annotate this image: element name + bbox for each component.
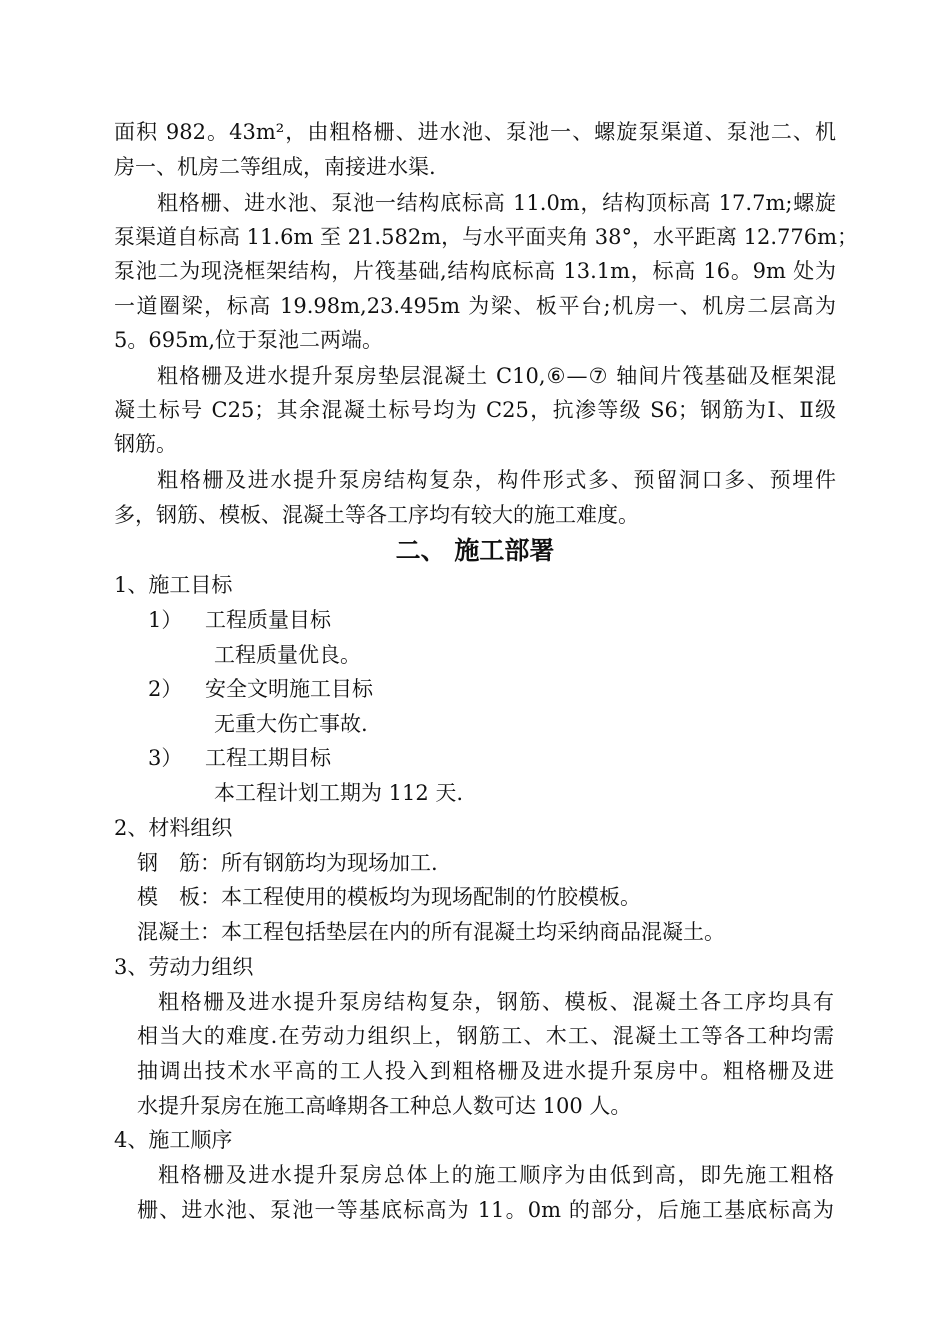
labor-line-1: 粗格栅及进水提升泵房结构复杂，钢筋、模板、混凝土各工序均具有	[158, 990, 834, 1014]
paragraph-2-line-3: 泵池二为现浇框架结构，片筏基础,结构底标高 13.1m，标高 16。9m 处为	[114, 259, 836, 283]
paragraph-3-line-3: 钢筋。	[114, 432, 177, 456]
goal-1-number: 1）	[148, 608, 183, 632]
labor-line-4: 水提升泵房在施工高峰期各工种总人数可达 100 人。	[137, 1094, 632, 1118]
paragraph-1-line-1: 面积 982。43m²，由粗格栅、进水池、泵池一、螺旋泵渠道、泵池二、机	[114, 120, 836, 144]
paragraph-1-line-2: 房一、机房二等组成，南接进水渠.	[114, 155, 436, 179]
paragraph-4-line-2: 多，钢筋、模板、混凝土等各工序均有较大的施工难度。	[114, 503, 639, 527]
goal-3-detail: 本工程计划工期为 112 天.	[214, 781, 464, 805]
goal-2-detail: 无重大伤亡事故.	[214, 712, 368, 736]
goal-2-label: 安全文明施工目标	[205, 677, 373, 701]
section-3-title: 3、劳动力组织	[114, 955, 254, 979]
paragraph-2-line-5: 5。695m,位于泵池二两端。	[114, 328, 384, 352]
sequence-line-1: 粗格栅及进水提升泵房总体上的施工顺序为由低到高，即先施工粗格	[158, 1163, 834, 1187]
paragraph-4-line-1: 粗格栅及进水提升泵房结构复杂，构件形式多、预留洞口多、预埋件	[157, 468, 836, 492]
paragraph-3-line-2: 凝土标号 C25；其余混凝土标号均为 C25，抗渗等级 S6；钢筋为Ⅰ、Ⅱ级	[114, 398, 836, 422]
section-4-title: 4、施工顺序	[114, 1128, 233, 1152]
material-formwork: 模 板：本工程使用的模板均为现场配制的竹胶模板。	[137, 885, 641, 909]
paragraph-2-line-4: 一道圈梁，标高 19.98m,23.495m 为梁、板平台;机房一、机房二层高为	[114, 294, 836, 318]
labor-line-3: 抽调出技术水平高的工人投入到粗格栅及进水提升泵房中。粗格栅及进	[137, 1059, 834, 1083]
section-1-title: 1、施工目标	[114, 573, 233, 597]
goal-1-label: 工程质量目标	[205, 608, 331, 632]
labor-line-2: 相当大的难度.在劳动力组织上，钢筋工、木工、混凝土工等各工种均需	[137, 1024, 834, 1048]
paragraph-2-line-1: 粗格栅、进水池、泵池一结构底标高 11.0m，结构顶标高 17.7m;螺旋	[157, 191, 836, 215]
goal-2-number: 2）	[148, 677, 183, 701]
material-rebar: 钢 筋：所有钢筋均为现场加工.	[137, 851, 438, 875]
section-2-title: 2、材料组织	[114, 816, 233, 840]
material-concrete: 混凝土：本工程包括垫层在内的所有混凝土均采纳商品混凝土。	[137, 920, 725, 944]
goal-1-detail: 工程质量优良。	[214, 643, 361, 667]
goal-3-label: 工程工期目标	[205, 746, 331, 770]
section-heading: 二、 施工部署	[395, 536, 555, 565]
goal-3-number: 3）	[148, 746, 183, 770]
paragraph-3-line-1: 粗格栅及进水提升泵房垫层混凝土 C10,⑥—⑦ 轴间片筏基础及框架混	[157, 364, 836, 388]
paragraph-2-line-2: 泵渠道自标高 11.6m 至 21.582m，与水平面夹角 38°，水平距离 12.776m；	[114, 225, 859, 249]
sequence-line-2: 栅、进水池、泵池一等基底标高为 11。0m 的部分，后施工基底标高为	[137, 1198, 834, 1222]
